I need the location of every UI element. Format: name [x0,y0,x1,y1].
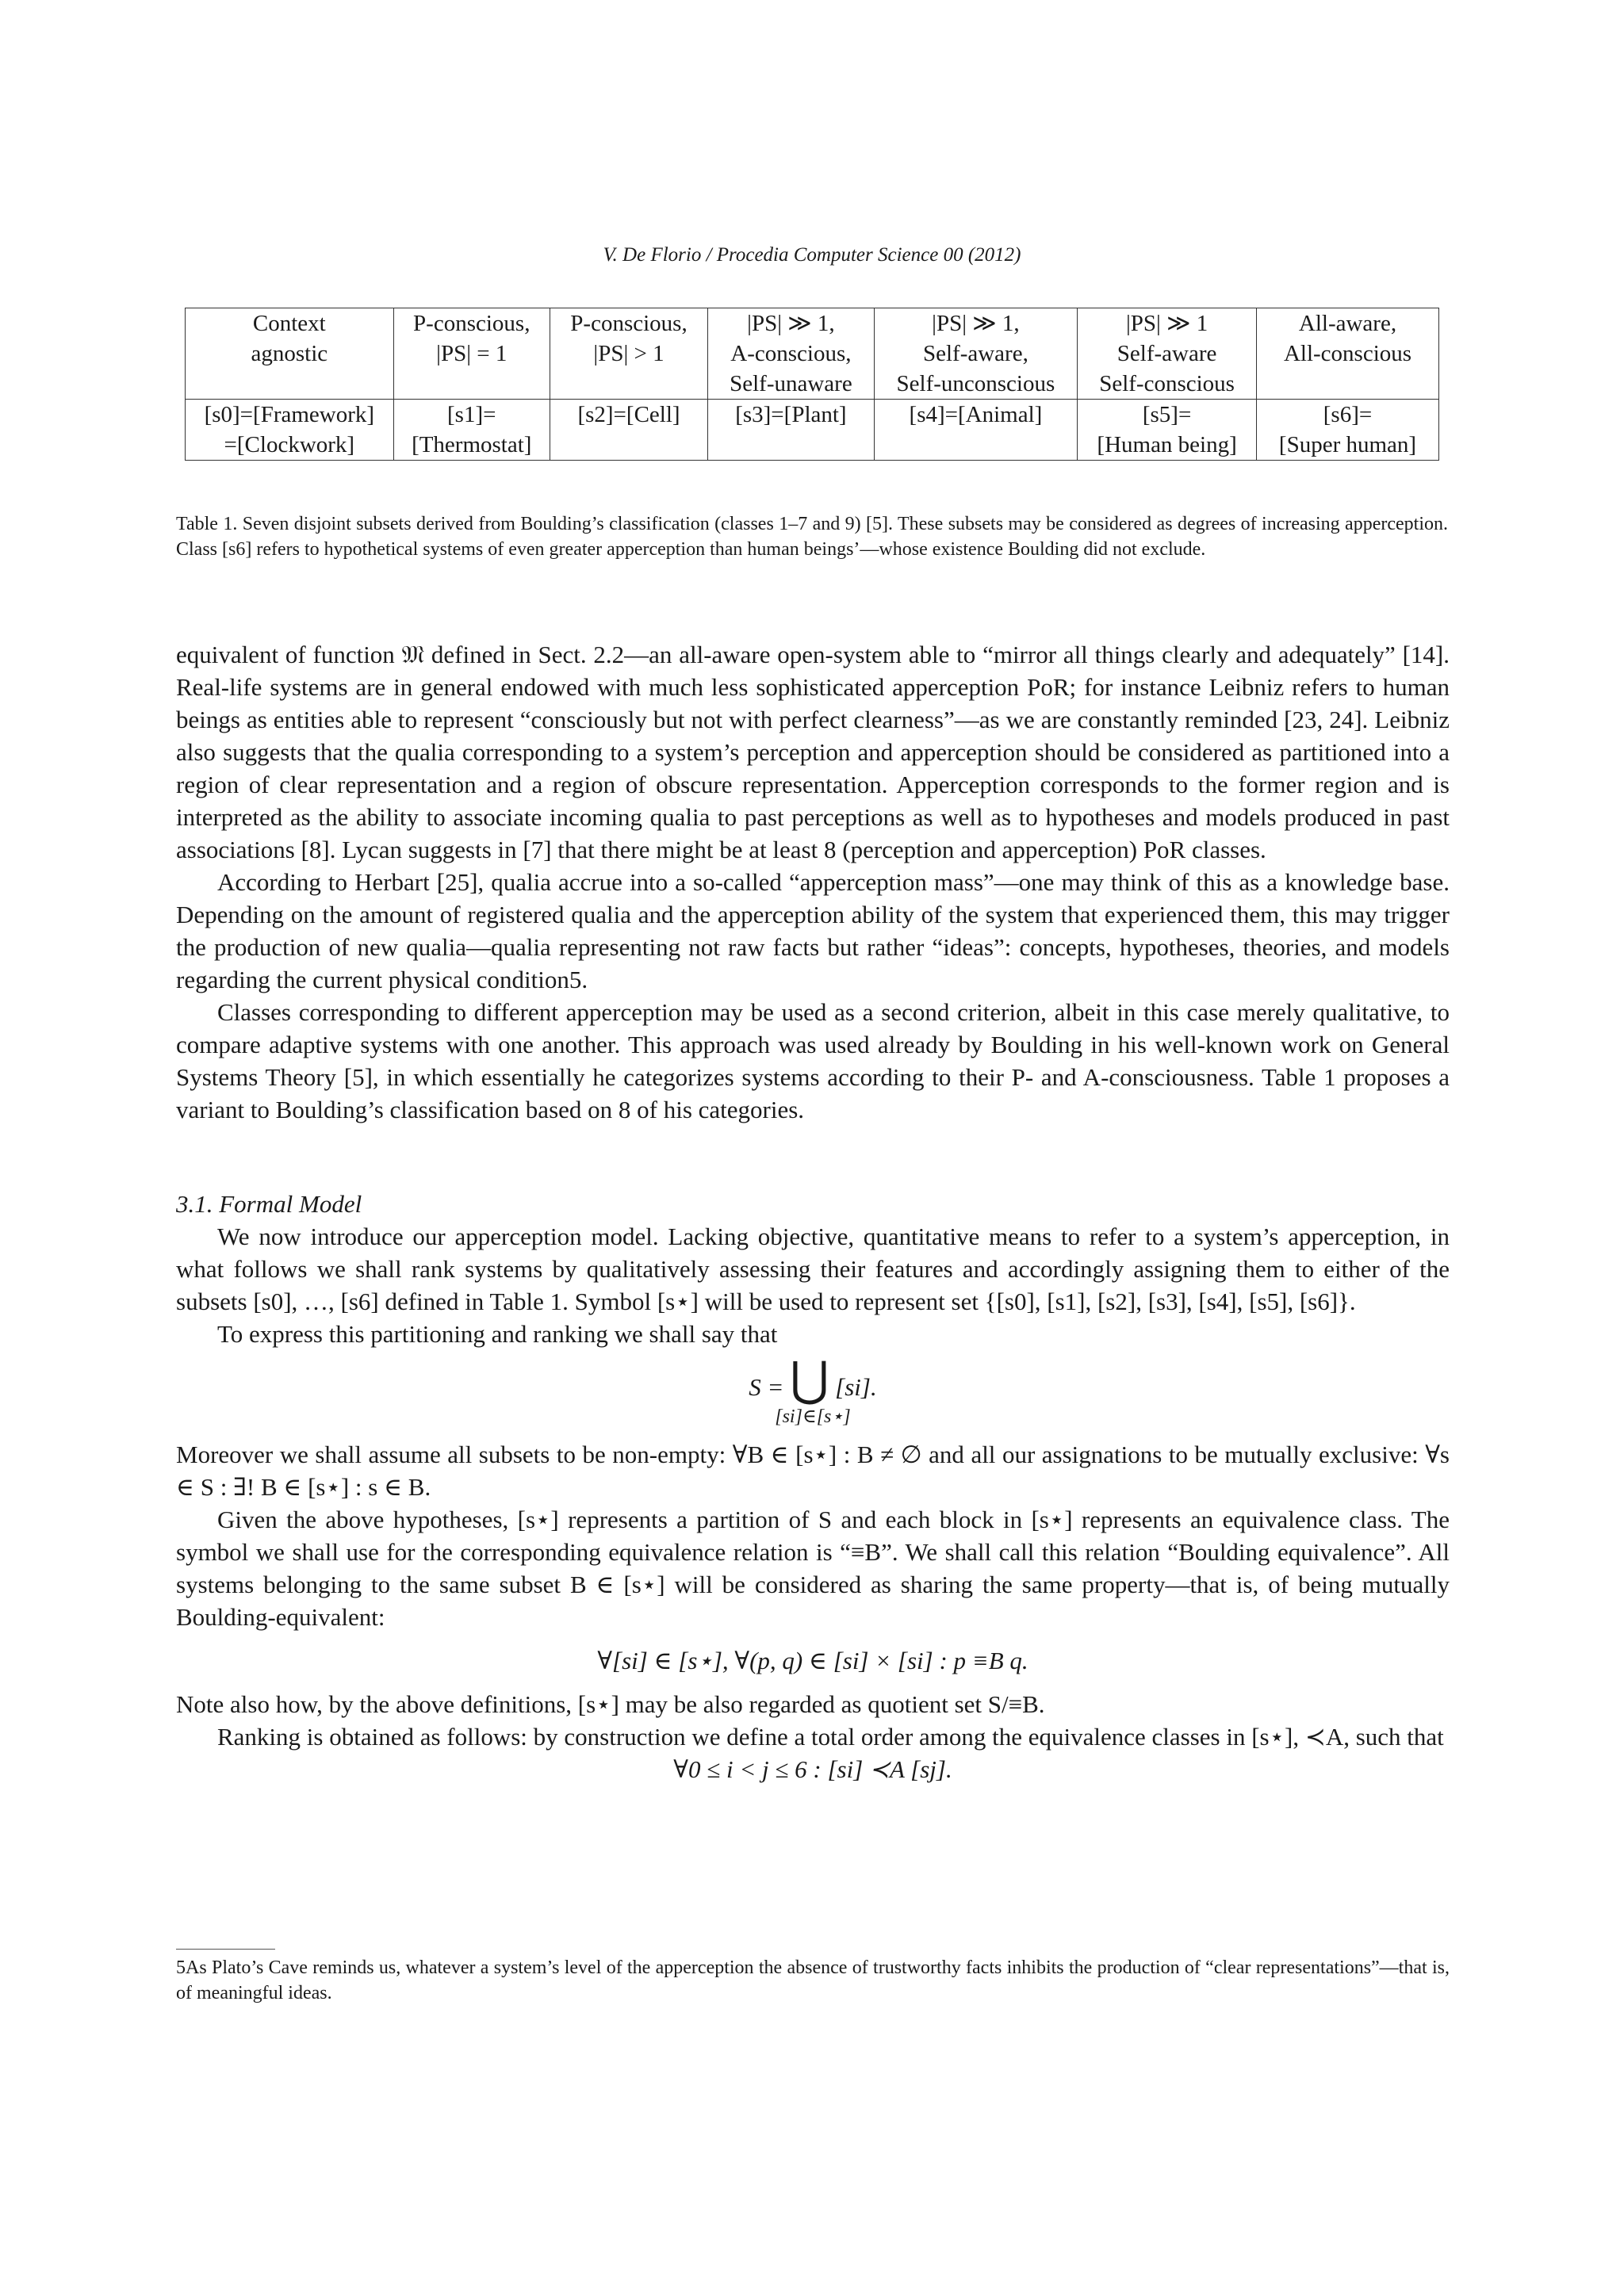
classification-table [185,308,1439,461]
table-cell: P-conscious, |PS| > 1 [550,308,707,400]
running-header: V. De Florio / Procedia Computer Science 00 (2012) [603,244,1021,266]
table-header-row [186,308,1439,400]
section-title: 3.1. Formal Model [176,1190,362,1218]
table-cell: [s2]=[Cell] [550,400,707,461]
table-cell: All-aware, All-conscious [1257,308,1439,400]
paragraph: Ranking is obtained as follows: by construction we define a total order among the equivalence classes in [s⋆], ≺A, such that [217,1723,1444,1751]
table-cell: [s5]= [Human being] [1078,400,1257,461]
paragraph: Moreover we shall assume all subsets to be non-empty: ∀B ∈ [s⋆] : B ≠ ∅ and all our assignations to be mutually exclusive: ∀s ∈ S : ∃! B ∈ [s⋆] : s ∈ B. [176,1441,1450,1501]
footnote-divider [176,1949,275,1950]
equation-part: ⋃ [790,1353,829,1406]
equation-part: [si]. [835,1373,877,1401]
table-cell: Context agnostic [186,308,394,400]
equation-partition [176,1353,1450,1430]
paragraph: Classes corresponding to different apperception may be used as a second criterion, albeit in this case merely qualitative, to compare adaptive systems with one another. This approach was used already by Boulding in his well-known work on General Systems Theory [5], in which essentially he categorizes systems according to their P- and A-consciousness. Table 1 proposes a variant to Boulding’s classification based on 8 of his categories. [176,998,1450,1123]
body-block-1 [176,638,1450,1126]
paragraph: Given the above hypotheses, [s⋆] represents a partition of S and each block in [s⋆] represents an equivalence class. The symbol we shall use for the corresponding equivalence relation is “≡B”. We shall call this relation “Boulding equivalence”. All systems belonging to the same subset B ∈ [s⋆] will be considered as sharing the same property—that is, of being mutually Boulding-equivalent: [176,1506,1450,1631]
paragraph: To express this partitioning and ranking we shall say that [217,1320,778,1348]
table-cell: [s1]= [Thermostat] [393,400,550,461]
equation-part: S = [749,1373,784,1401]
table-cell: |PS| ≫ 1, Self-aware, Self-unconscious [874,308,1078,400]
equation-order: ∀0 ≤ i < j ≤ 6 : [si] ≺A [sj]. [673,1755,952,1783]
equation-boulding: ∀[si] ∈ [s⋆], ∀(p, q) ∈ [si] × [si] : p ≡B q. [597,1647,1028,1674]
table-cell: |PS| ≫ 1 Self-aware Self-conscious [1078,308,1257,400]
table-cell: |PS| ≫ 1, A-conscious, Self-unaware [708,308,875,400]
body-block-2 [176,1188,1450,1785]
footnote: 5As Plato’s Cave reminds us, whatever a system’s level of the apperception the absence of trustworthy facts inhibits the production of “clear representations”—that is, of meaningful ideas. [176,1957,1450,2003]
table-cell: [s4]=[Animal] [874,400,1078,461]
table-cell: P-conscious, |PS| = 1 [393,308,550,400]
table-cell: [s0]=[Framework] =[Clockwork] [186,400,394,461]
table-cell: [s3]=[Plant] [708,400,875,461]
equation-part: [si]∈[s⋆] [775,1406,851,1427]
paragraph: According to Herbart [25], qualia accrue into a so-called “apperception mass”—one may think of this as a knowledge base. Depending on the amount of registered qualia and the apperception ability of the system that experienced them, this may trigger the production of new qualia—qualia representing not raw facts but rather “ideas”: concepts, hypotheses, theories, and models regarding the current physical condition5. [176,868,1450,993]
paragraph: equivalent of function 𝔐 defined in Sect. 2.2—an all-aware open-system able to “mirror all things clearly and adequately” [14]. Real-life systems are in general endowed with much less sophisticated apperception PoR; for instance Leibniz refers to human beings as entities able to represent “consciously but not with perfect clearness”—as we are constantly reminded [23, 24]. Leibniz also suggests that the qualia corresponding to a system’s perception and apperception should be considered as partitioned into a region of clear representation and a region of obscure representation. Apperception corresponds to the former region and is interpreted as the ability to associate incoming qualia to past perceptions as well as to hypotheses and models produced in past associations [8]. Lycan suggests in [7] that there might be at least 8 (perception and apperception) PoR classes. [176,641,1450,863]
table-caption: Table 1. Seven disjoint subsets derived from Boulding’s classification (classes 1–7 and 9) [5]. These subsets may be considered as degrees of increasing apperception. Class [s6] refers to hypothetical systems of even greater apperception than human beings’—whose existence Boulding did not exclude. [176,514,1448,560]
paragraph: Note also how, by the above definitions, [s⋆] may be also regarded as quotient set S/≡B. [176,1690,1045,1718]
paragraph: We now introduce our apperception model. Lacking objective, quantitative means to refer to a system’s apperception, in what follows we shall rank systems by qualitatively assessing their features and accordingly assigning them to either of the subsets [s0], …, [s6] defined in Table 1. Symbol [s⋆] will be used to represent set {[s0], [s1], [s2], [s3], [s4], [s5], [s6]}. [176,1223,1450,1315]
table-cell: [s6]= [Super human] [1257,400,1439,461]
table-class-row [186,400,1439,461]
